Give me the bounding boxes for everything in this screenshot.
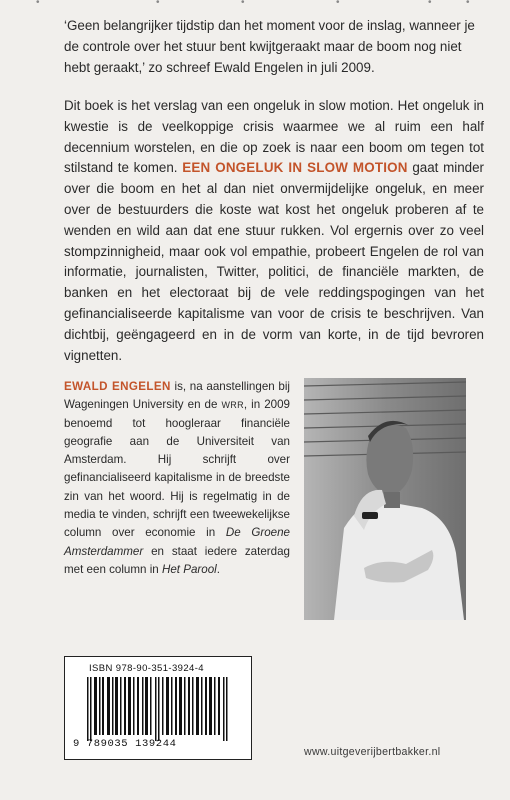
bio-publication-2: Het Parool (161, 562, 217, 576)
isbn-text: ISBN 978-90-351-3924-4 (89, 663, 204, 674)
bio-wrr: WRR (221, 400, 244, 411)
author-bio (64, 378, 290, 579)
bio-text-3: en staat iedere zaterdag met een column in (64, 544, 290, 576)
bio-text-2: , in 2009 benoemd tot hoogleraar financiële geografie aan de Universiteit van Amsterdam. Hij schrijft over gefinancialiseerd kapitalisme in de breedste zin van het woord. Hij is regelmatig in de media te vinden, schrijft een tweewekelijkse column over economie in (64, 398, 290, 540)
publisher-url: www.uitgeverijbertbakker.nl (304, 746, 441, 758)
top-edge-marks: • • • • • • (36, 0, 470, 6)
opening-quote: ‘Geen belangrijker tijdstip dan het moment voor de inslag, wanneer je de controle over het stuur bent kwijtgeraakt maar de boom nog niet hebt geraakt,’ zo schreef Ewald Engelen in juli 2009. (64, 18, 475, 75)
ean-number: 9 789035 139244 (73, 738, 177, 750)
description-part-1: Dit boek is het verslag van een ongeluk in slow motion. Het ongeluk in kwestie is de veelkoppige crisis waarmee we al ruim een half decennium worstelen, en die op zoek is naar een boom om tegen tot stilstand te komen. (64, 98, 484, 176)
bio-text-1: is, na aanstellingen bij Wageningen University en de (64, 380, 291, 412)
bio-publication-1: De Groene Amsterdammer (64, 526, 290, 558)
description-part-2: gaat minder over die boom en het al dan niet onvermijdelijke ongeluk, en meer over de bestuurders die koste wat kost het ongeluk proberen af te wenden en wild aan dat ene stuur rukken. Vol ergernis over zo veel stompzinnigheid, maar ook vol empathie, probeert Engelen de rol van informatie, journalisten, Twitter, politici, de financiële markten, de banken en het electoraat bij de vele reddingspogingen van het gefinancialiseerde kapitalisme van voor de crisis te beschrijven. Van dichtbij, geëngageerd en in de vorm van korte, in de tijd bevroren vignetten. (64, 160, 484, 363)
barcode-bars (87, 677, 231, 741)
bio-text-4: . (216, 562, 220, 576)
author-photo (304, 378, 466, 620)
book-description (64, 96, 484, 366)
book-title-caps: EEN ONGELUK IN SLOW MOTION (182, 160, 408, 176)
author-name: EWALD ENGELEN (64, 380, 171, 393)
barcode-box (64, 656, 252, 760)
